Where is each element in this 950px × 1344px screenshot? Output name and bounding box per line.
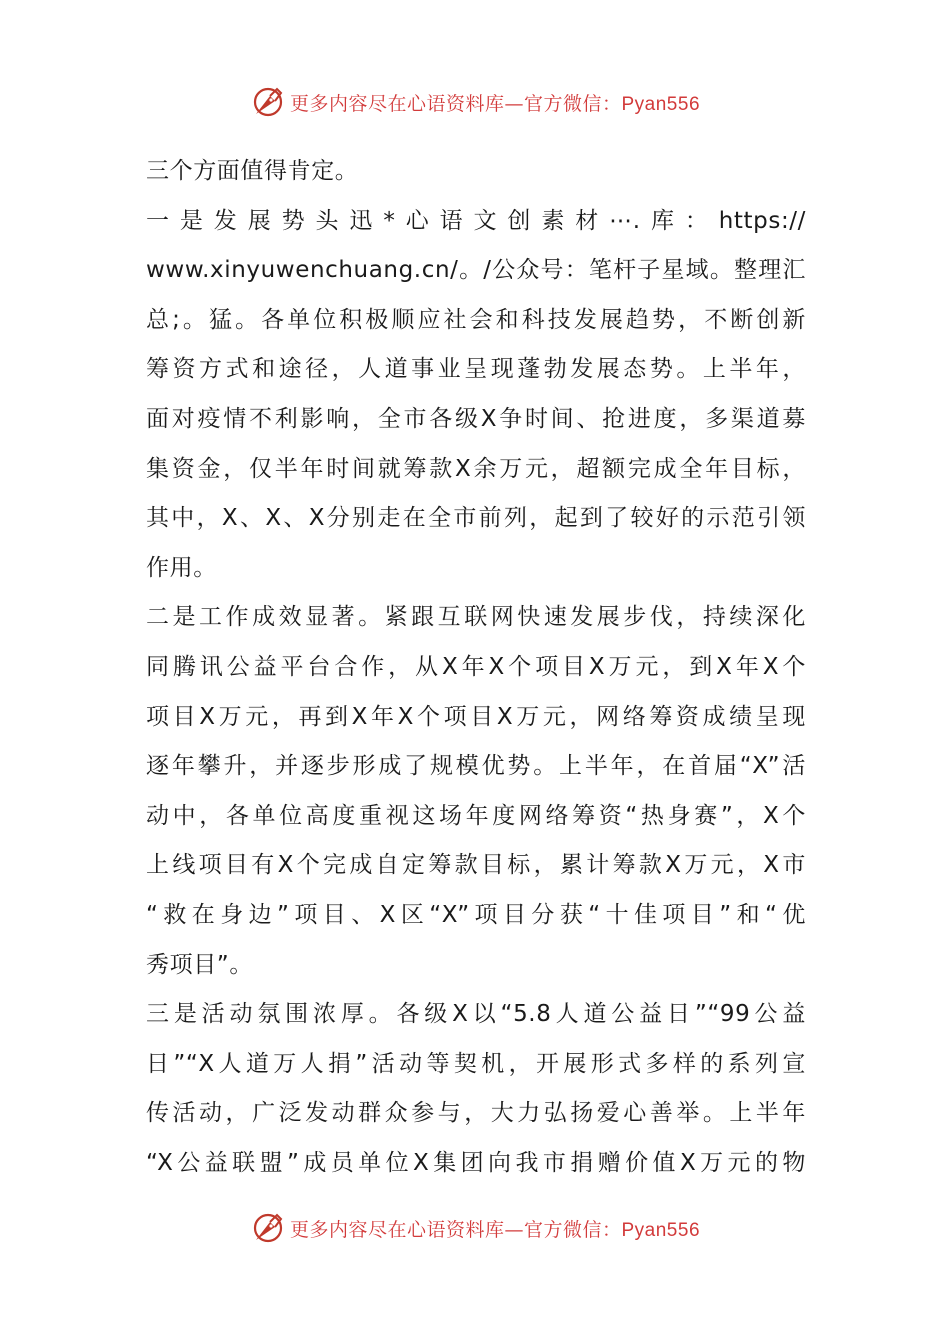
header-banner-text: 更多内容尽在心语资料库—官方微信：Pyan556 [289, 92, 701, 115]
text-line: 集资金，仅半年时间就筹款X余万元，超额完成全年目标， [146, 455, 806, 482]
text-line: 一是发展势头迅*心语文创素材⋯.库：https:// [146, 207, 806, 234]
text-line: 同腾讯公益平台合作，从X年X个项目X万元，到X年X个 [146, 653, 806, 680]
pen-nib-logo-icon [250, 84, 286, 120]
text-line: 秀项目”。 [146, 951, 253, 978]
text-line: 面对疫情不利影响，全市各级X争时间、抢进度，多渠道募 [146, 405, 806, 432]
footer-banner [0, 1208, 950, 1248]
text-line: 动中，各单位高度重视这场年度网络筹资“热身赛”，X个 [146, 802, 806, 829]
text-line: 作用。 [146, 554, 217, 581]
text-line: 日”“X人道万人捐”活动等契机，开展形式多样的系列宣 [146, 1050, 806, 1077]
header-banner [0, 82, 950, 122]
text-line: 筹资方式和途径，人道事业呈现蓬勃发展态势。上半年， [146, 356, 806, 383]
text-line: 二是工作成效显著。紧跟互联网快速发展步伐，持续深化 [146, 604, 806, 631]
text-line: 逐年攀升，并逐步形成了规模优势。上半年，在首届“X”活 [146, 753, 806, 780]
text-line: 传活动，广泛发动群众参与，大力弘扬爱心善举。上半年 [146, 1100, 806, 1127]
pen-nib-logo-icon [250, 1210, 286, 1246]
text-line: 上线项目有X个完成自定筹款目标，累计筹款X万元，X市 [146, 852, 806, 879]
text-line: 总;。猛。各单位积极顺应社会和科技发展趋势，不断创新 [146, 306, 806, 333]
footer-banner-text: 更多内容尽在心语资料库—官方微信：Pyan556 [289, 1218, 701, 1241]
text-line: www.xinyuwenchuang.cn/。/公众号：笔杆子星域。整理汇 [146, 257, 806, 284]
text-line: “X公益联盟”成员单位X集团向我市捐赠价值X万元的物 [146, 1149, 806, 1176]
text-line: 三是活动氛围浓厚。各级X以“5.8人道公益日”“99公益 [146, 1001, 806, 1028]
text-line: 其中，X、X、X分别走在全市前列，起到了较好的示范引领 [146, 505, 806, 532]
document-body [146, 147, 806, 1188]
text-line: 三个方面值得肯定。 [146, 158, 359, 184]
text-line: 项目X万元，再到X年X个项目X万元，网络筹资成绩呈现 [146, 703, 806, 730]
text-line: “救在身边”项目、X区“X”项目分获“十佳项目”和“优 [146, 901, 806, 928]
